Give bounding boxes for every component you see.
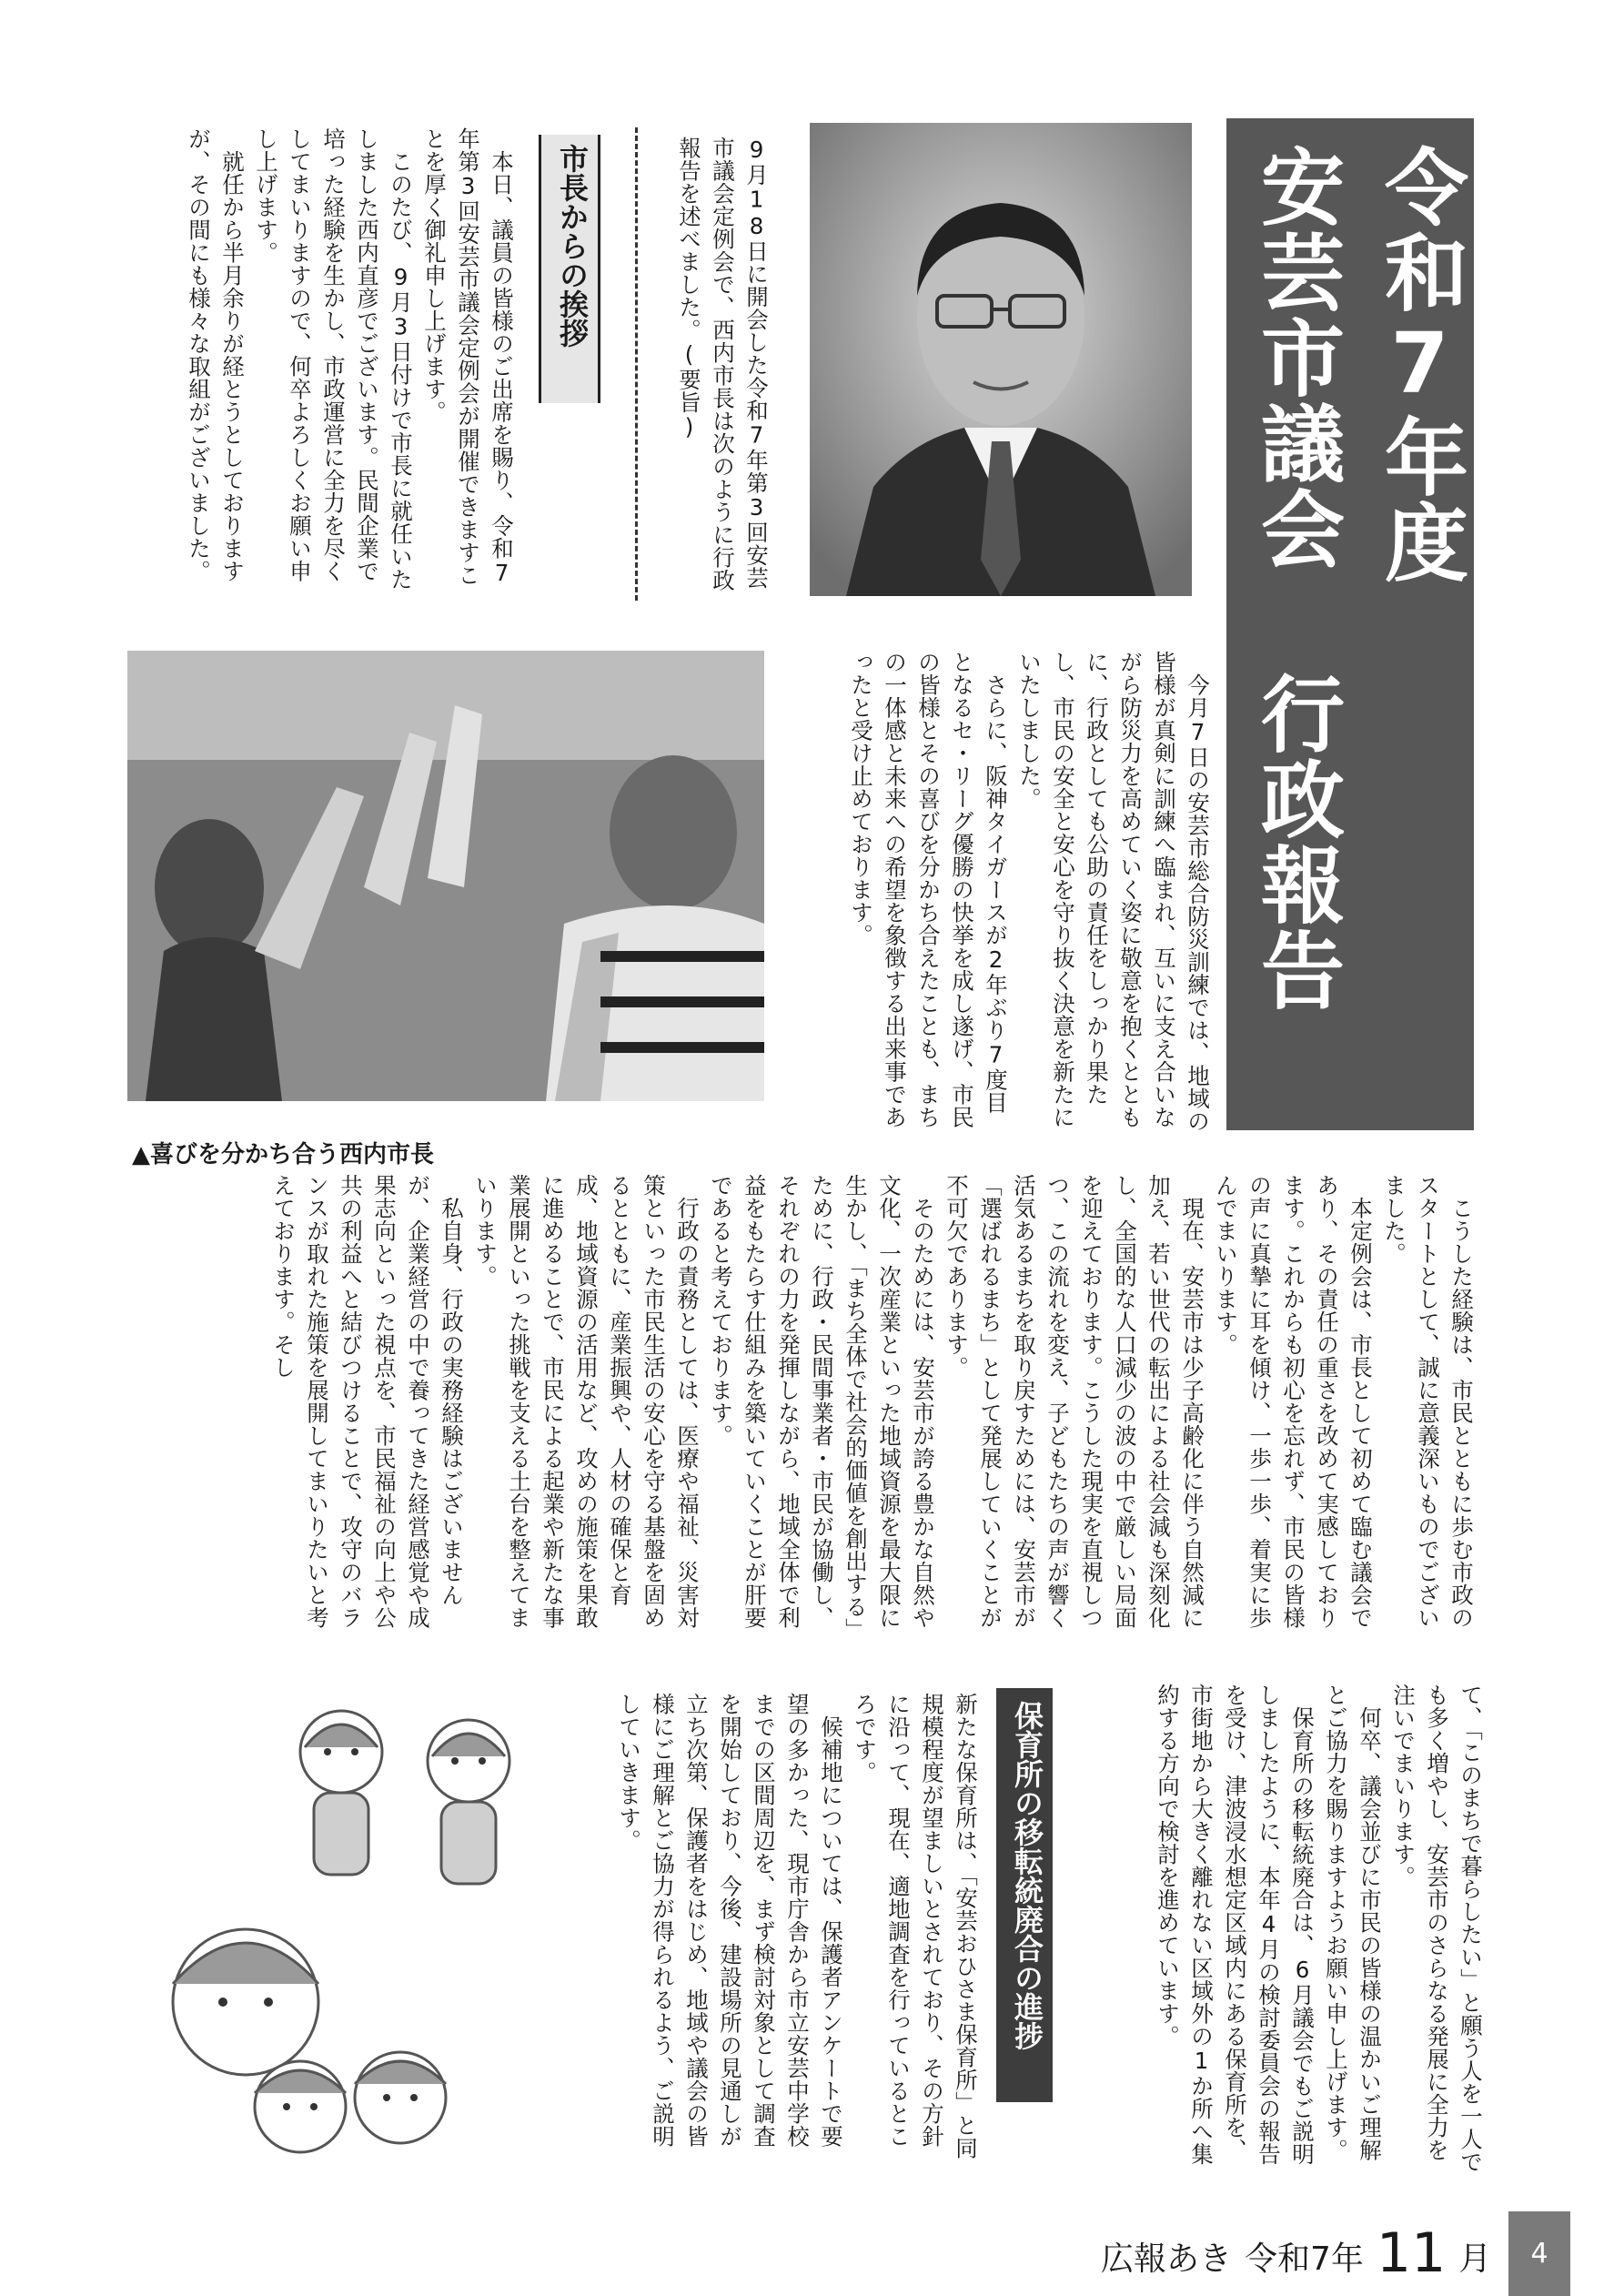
divider-dashed [635, 127, 638, 601]
section-heading-greeting [539, 135, 600, 403]
footer [1101, 2221, 1538, 2285]
page-number-value: 4 [1530, 2238, 1548, 2270]
family-illustration [109, 1693, 528, 2166]
footer-era-year: 令和7年 [1245, 2240, 1364, 2278]
celebration-photo [127, 651, 764, 1101]
footer-month-suffix: 月 [1458, 2240, 1492, 2278]
disaster-drill-text: 今月7日の安芸市総合防災訓練では、地域の皆様が真剣に訓練へ臨まれ、互いに支え合いながら防災力を高めていく姿に敬意を抱くとともに、行政としても公助の責任をしっかり果たし、市民の安全と安心を守り抜く決意を新たにいたしました。 さらに、阪神タイガースが2年ぶり7度目となるセ・リーグ優勝の快挙を成し遂げ、市民の皆様とその喜びを分かち合えたことも、まちの一体感と未来への希望を象徴する出来事であったと受け止めております。 [848, 651, 1211, 1133]
children-illustration [109, 1693, 528, 2166]
policy-text: こうした経験は、市民とともに歩む市政のスタートとして、誠に意義深いものでございました。 本定例会は、市長として初めて臨む議会であり、その責任の重さを改めて実感しております。これからも初心を忘れず、市民の皆様の声に真摯に耳を傾け、一歩一歩、着実に歩んでまいります。 現在、安芸市は少子高齢化に伴う自然減に加え、若い世代の転出による社会減も深刻化し、全国的な人口減少の波の中で厳しい局面を迎えております。こうした現実を直視しつつ、この流れを変え、子どもたちの声が響く活気あるまちを取り戻すためには、安芸市が「選ばれるまち」として発展していくことが不可欠であります。 そのためには、安芸市が誇る豊かな自然や文化、一次産業といった地域資源を最大限に生かし、「まち全体で社会的価値を創出する」ために、行政・民間事業者・市民が協働し、それぞれの力を発揮しながら、地域全体で利益をもたらす仕組みを築いていくことが肝要であると考えております。 行政の責務としては、医療や福祉、災害対策といった市民生活の安心を守る基盤を固めるとともに、産業振興や、人材の確保と育成、地域資源の活用など、攻めの施策を果敢に進めることで、市民による起業や新たな事業展開といった挑戦を支える土台を整えてまいります。 私自身、行政の実務経験はございませんが、企業経営の中で養ってきた経営感覚や成果志向といった視点を、市民福祉の向上や公共の利益へと結びつけることで、攻守のバランスが取れた施策を展開してまいりたいと考えております。そし [270, 1174, 1475, 1641]
footer-publication: 広報あき [1101, 2240, 1233, 2278]
footer-month-number: 11 [1376, 2221, 1447, 2285]
page-number [1508, 2211, 1570, 2296]
title-banner [1226, 118, 1474, 1130]
section-heading-nursery [996, 1688, 1053, 2102]
section-heading-greeting-label: 市長からの挨拶 [555, 144, 590, 348]
nursery-intro-text: て、「このまちで暮らしたい」と願う人を一人でも多く増やし、安芸市のさらなる発展に全力を注いでまいります。 何卒、議会並びに市民の皆様の温かいご理解とご協力を賜りますようお願い申し上げます。 保育所の移転統廃合は、6月議会でもご説明しましたように、本年4月の検討委員会の報告を受け、津波浸水想定区域内にある保育所を、市街地から大きく離れない区域外の1か所へ集約する方向で検討を進めています。 [1155, 1684, 1484, 2173]
greeting-text: 本日、議員の皆様のご出席を賜り、令和7年第3回安芸市議会定例会が開催できますことを厚く御礼申し上げます。 このたび、9月3日付けで市長に就任いたしました西内直彦でございます。民間企業で培った経験を生かし、市政運営に全力を尽くしてまいりますので、何卒よろしくお願い申し上げます。 就任から半月余りが経とうとしておりますが、その間にも様々な取組がございました。 [186, 127, 515, 591]
photo-caption: ▲喜びを分かち合う西内市長 [132, 1141, 434, 1168]
celebration-illustration [127, 651, 764, 1101]
section-heading-nursery-label: 保育所の移転統廃合の進捗 [1010, 1701, 1044, 2050]
intro-text: 9月18日に開会した令和7年第3回安芸市議会定例会で、西内市長は次のように行政報告を述べました。(要旨) [676, 137, 770, 592]
nursery-progress-text: 新たな保育所は、「安芸おひさま保育所」と同規模程度が望ましいとされており、その方針に沿って、現在、適地調査を行っているところです。 候補地については、保護者アンケートで要望の多かった、現市庁舎から市立安芸中学校までの区間周辺を、まず検討対象として調査を開始しており、今後、建設場所の見通しが立ち次第、保護者をはじめ、地域や議会の皆様にご理解とご協力が得られるよう、ご説明していきます。 [616, 1693, 979, 2159]
mayor-portrait [810, 123, 1192, 596]
title-line2: 安芸市議会 行政報告 [1247, 144, 1345, 1013]
portrait-illustration [810, 123, 1192, 596]
title-line1: 令和7年度 [1371, 144, 1468, 585]
